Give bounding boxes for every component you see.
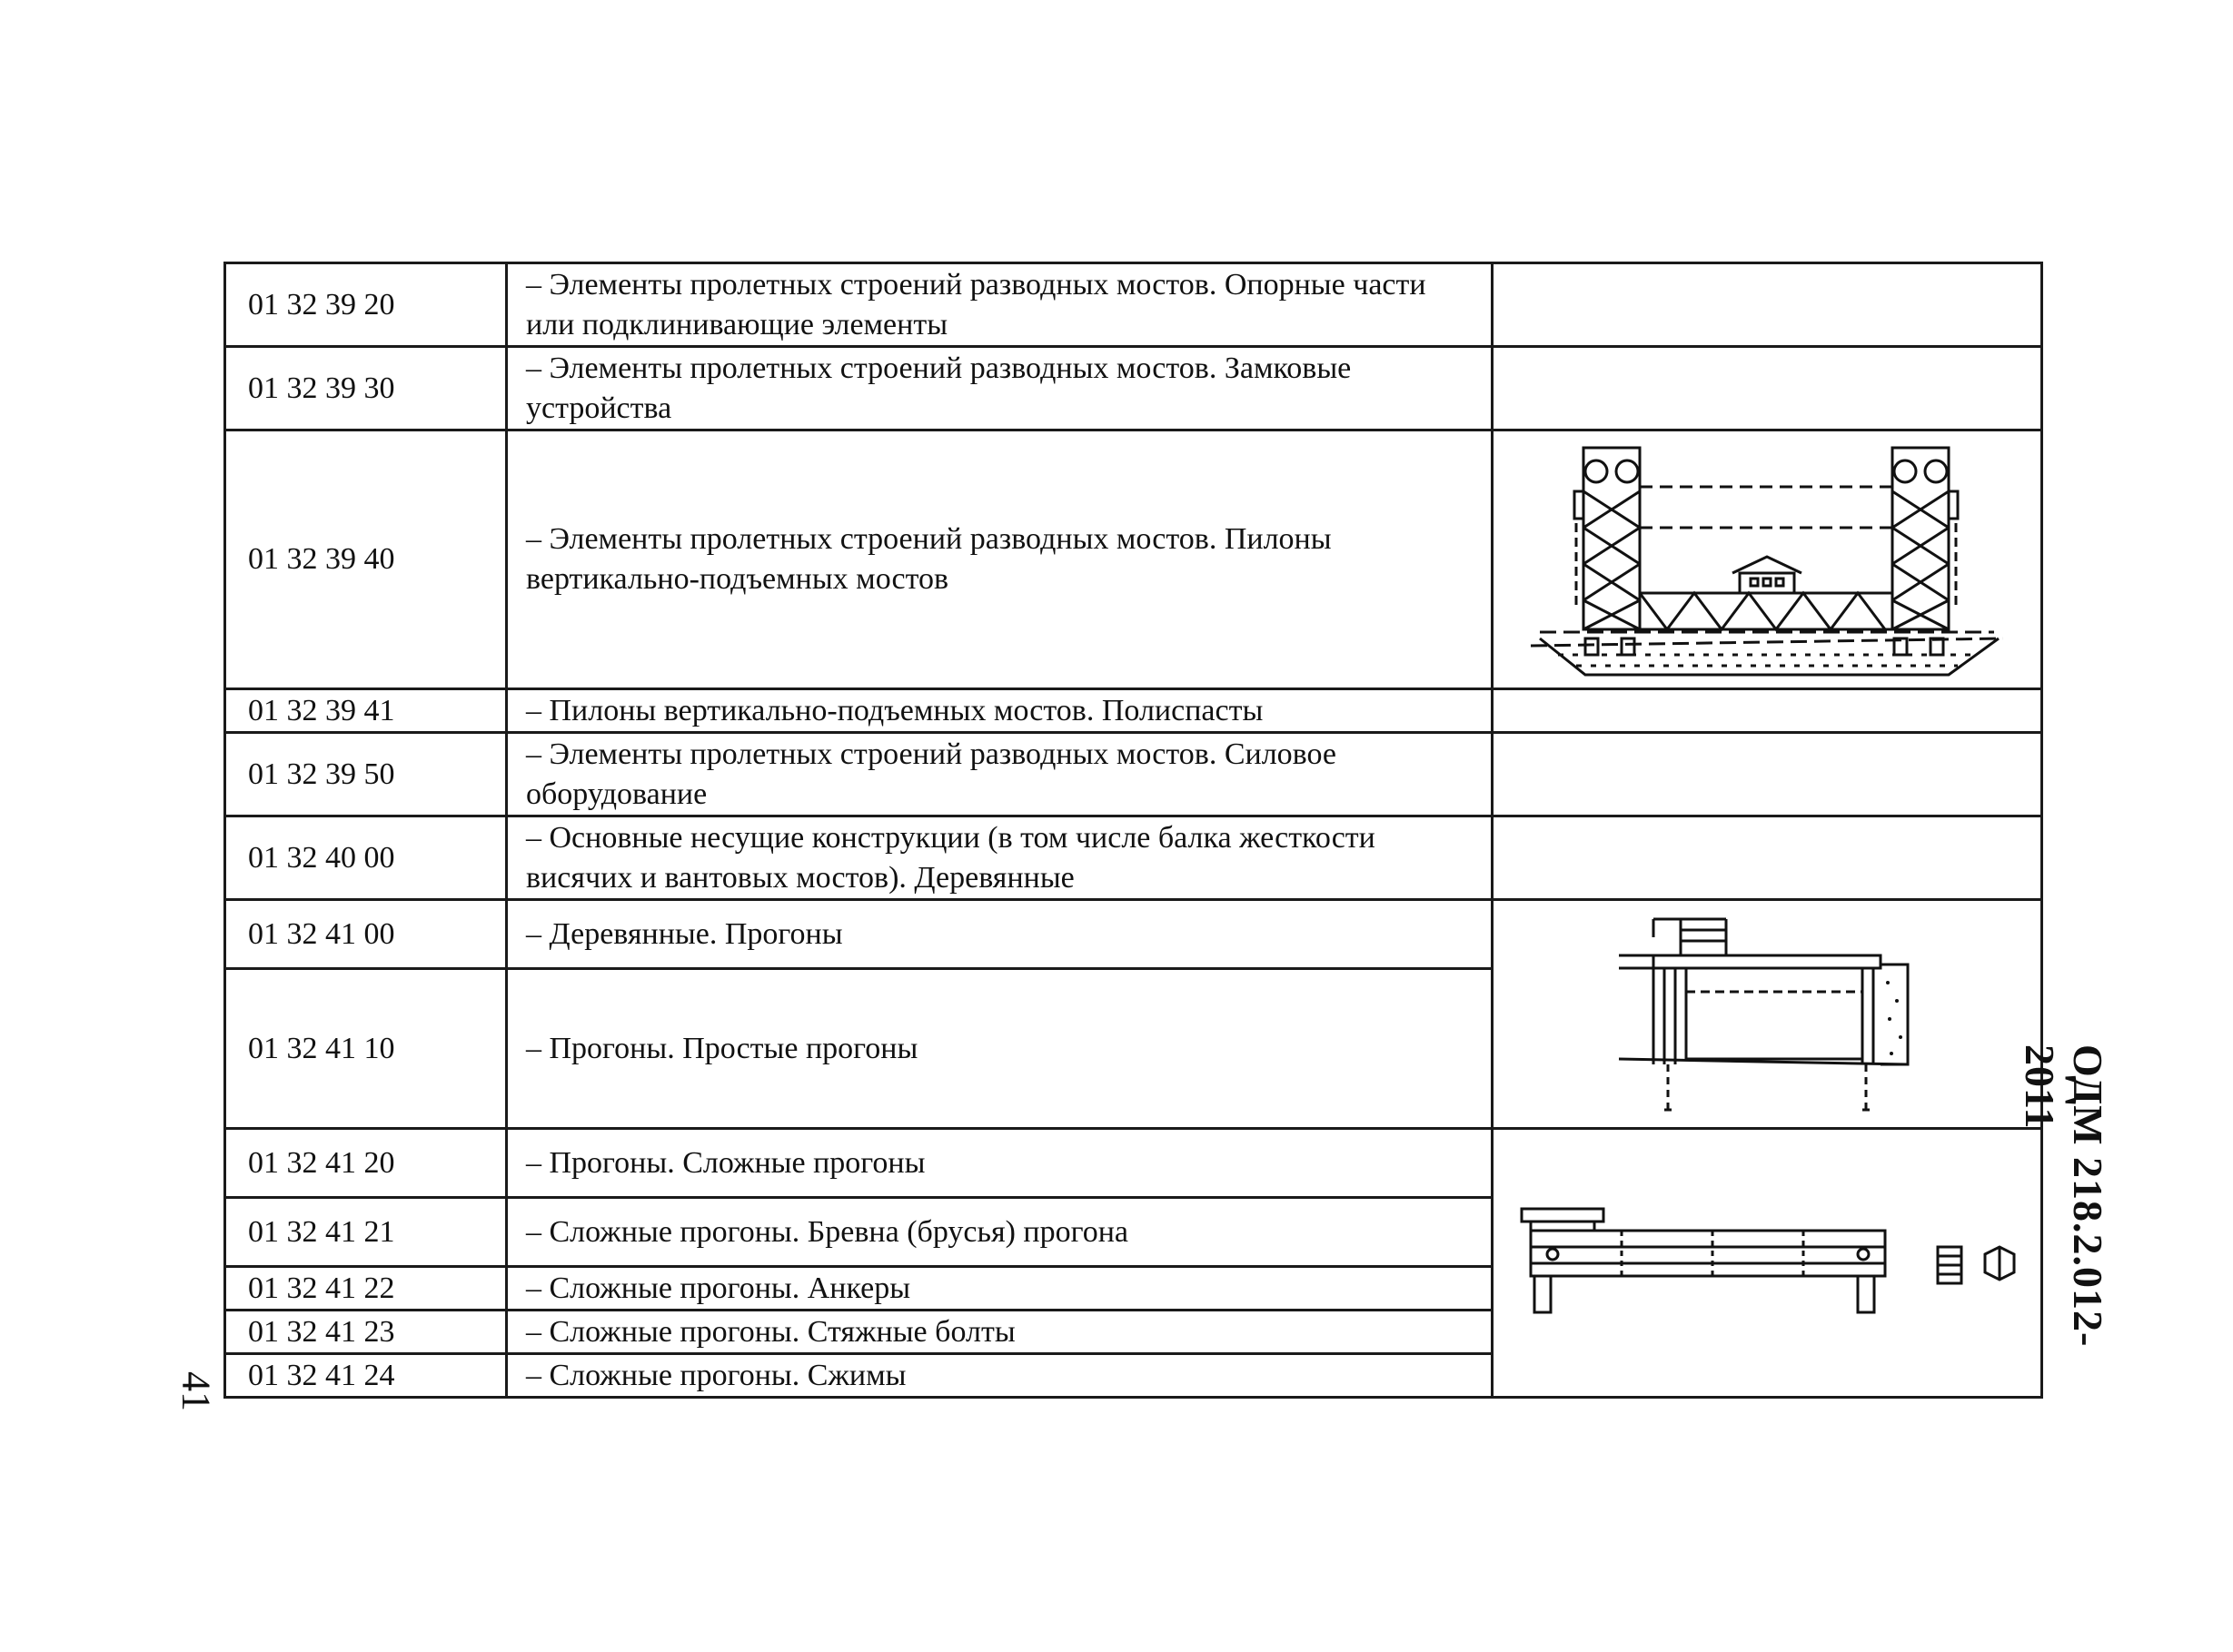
row-description: – Сложные прогоны. Бревна (брусья) прогона <box>507 1198 1493 1267</box>
row-code: 01 32 41 23 <box>225 1311 507 1354</box>
row-code: 01 32 41 10 <box>225 969 507 1129</box>
simple-girder-drawing <box>1617 910 1917 1119</box>
row-description: – Деревянные. Прогоны <box>507 900 1493 969</box>
row-description: – Сложные прогоны. Анкеры <box>507 1267 1493 1311</box>
table-row <box>225 816 2042 900</box>
row-description: – Пилоны вертикально-подъемных мостов. Полиспасты <box>507 689 1493 733</box>
row-code: 01 32 39 40 <box>225 430 507 689</box>
row-code: 01 32 39 41 <box>225 689 507 733</box>
table-row <box>225 900 2042 969</box>
row-description: – Элементы пролетных строений разводных мостов. Опорные части или подклинивающие элементы <box>507 263 1493 347</box>
table-row <box>225 1129 2042 1198</box>
image-cell <box>1493 1129 2042 1398</box>
row-code: 01 32 39 20 <box>225 263 507 347</box>
row-code: 01 32 39 30 <box>225 347 507 430</box>
table-row <box>225 430 2042 689</box>
classification-table <box>223 262 2043 1399</box>
image-cell-empty <box>1493 263 2042 347</box>
row-description: – Элементы пролетных строений разводных мостов. Силовое оборудование <box>507 733 1493 816</box>
image-cell-empty <box>1493 816 2042 900</box>
row-description: – Элементы пролетных строений разводных мостов. Пилоны вертикально-подъемных мостов <box>507 430 1493 689</box>
row-code: 01 32 41 00 <box>225 900 507 969</box>
row-description: – Основные несущие конструкции (в том числе балка жесткости висячих и вантовых мостов). Деревянные <box>507 816 1493 900</box>
table-row <box>225 689 2042 733</box>
table-row <box>225 733 2042 816</box>
lift-bridge-drawing <box>1522 437 2012 682</box>
row-description: – Элементы пролетных строений разводных мостов. Замковые устройства <box>507 347 1493 430</box>
image-cell <box>1493 430 2042 689</box>
row-description: – Сложные прогоны. Сжимы <box>507 1354 1493 1398</box>
image-cell-empty <box>1493 689 2042 733</box>
row-code: 01 32 41 22 <box>225 1267 507 1311</box>
row-code: 01 32 41 21 <box>225 1198 507 1267</box>
image-cell-empty <box>1493 347 2042 430</box>
table-row <box>225 347 2042 430</box>
row-code: 01 32 40 00 <box>225 816 507 900</box>
row-code: 01 32 41 20 <box>225 1129 507 1198</box>
row-description: – Прогоны. Простые прогоны <box>507 969 1493 1129</box>
image-cell-empty <box>1493 733 2042 816</box>
row-description: – Сложные прогоны. Стяжные болты <box>507 1311 1493 1354</box>
row-code: 01 32 41 24 <box>225 1354 507 1398</box>
page-number: 41 <box>174 1371 219 1411</box>
row-code: 01 32 39 50 <box>225 733 507 816</box>
compound-girder-drawing <box>1513 1200 2021 1327</box>
document-designation: ОДМ 218.2.012-2011 <box>2017 1044 2111 1348</box>
image-cell <box>1493 900 2042 1129</box>
table-row <box>225 263 2042 347</box>
row-description: – Прогоны. Сложные прогоны <box>507 1129 1493 1198</box>
